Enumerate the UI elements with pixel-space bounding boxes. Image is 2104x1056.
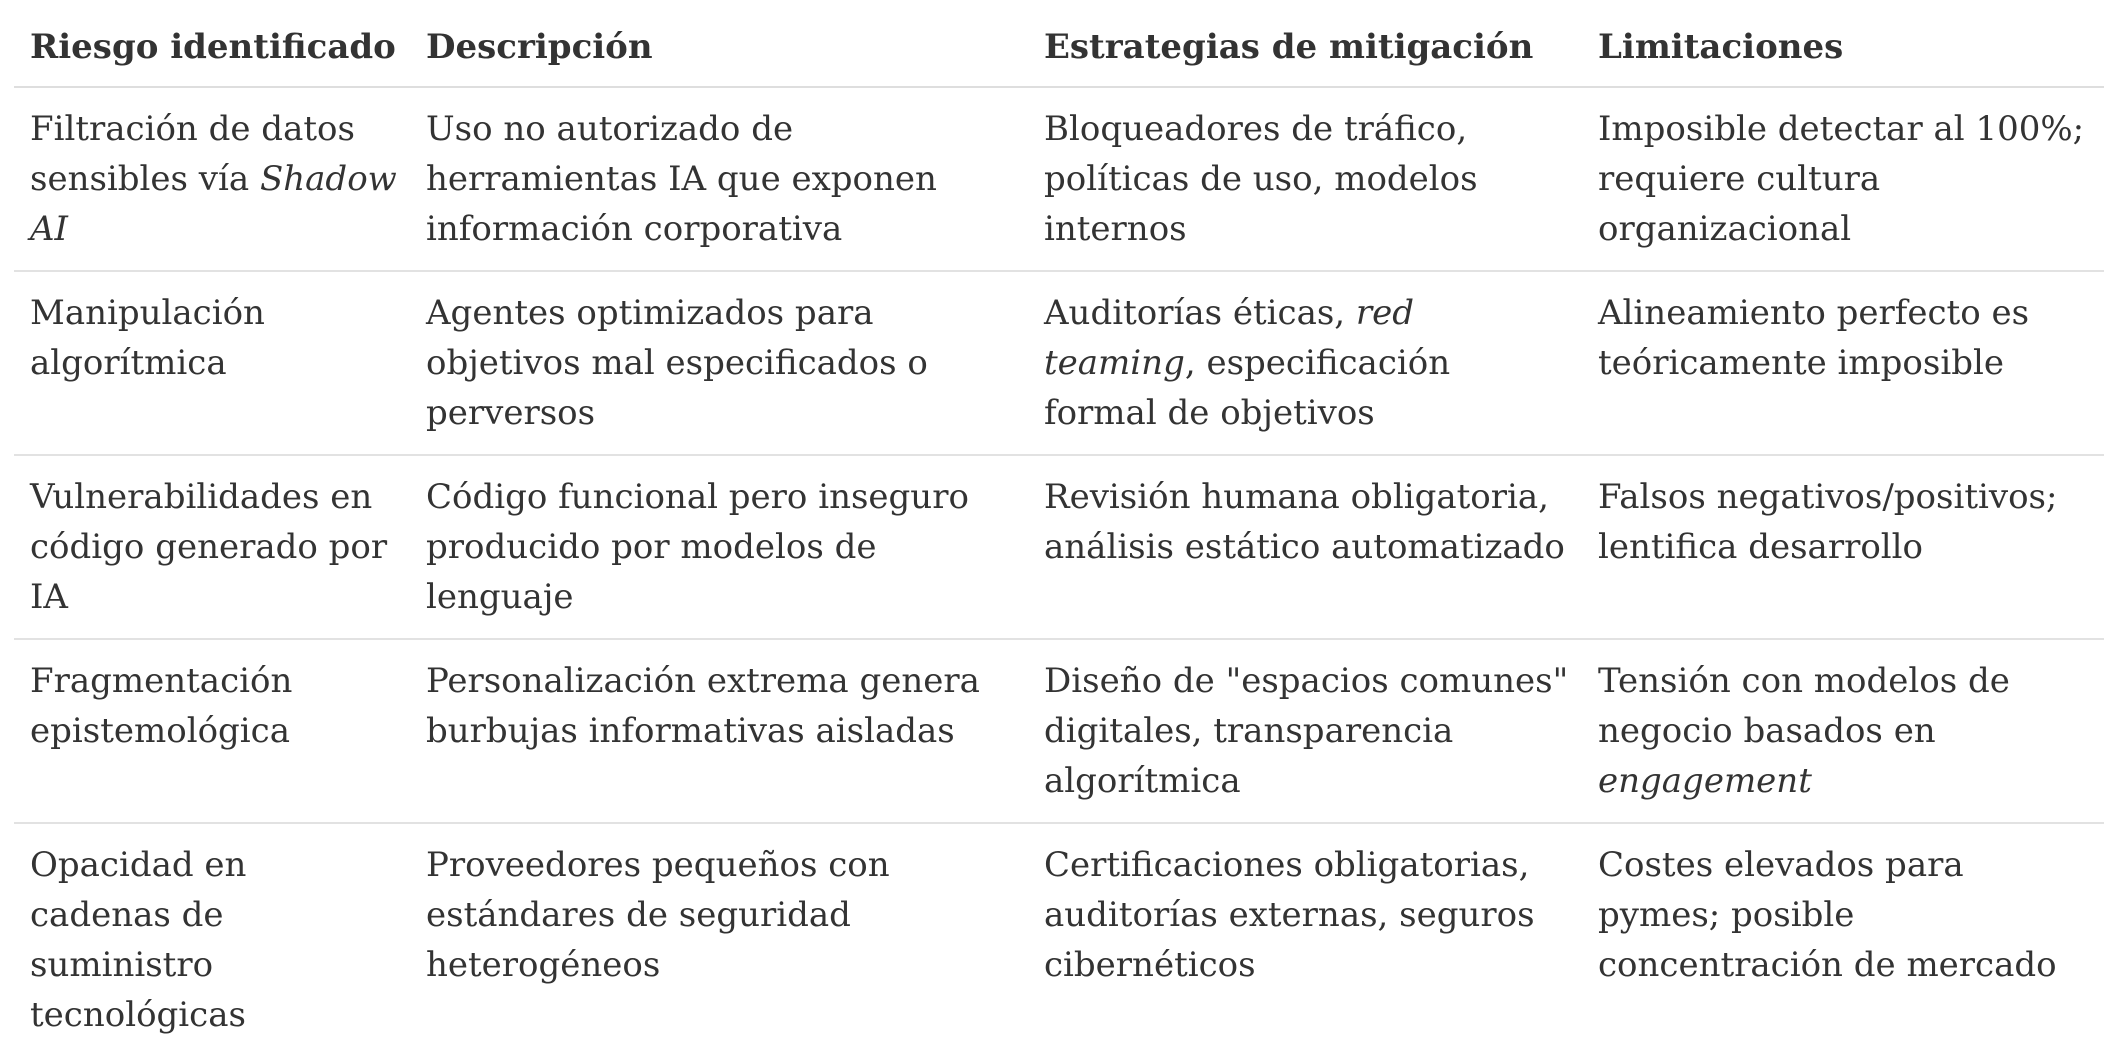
cell-limitations-emphasis: engagement <box>1598 761 1812 801</box>
cell-limitations: Costes elevados para pymes; posible concentración de mercado <box>1598 845 2057 985</box>
cell-risk: Vulnerabilidades en código generado por IA <box>14 455 410 639</box>
cell-limitations: Alineamiento perfecto es teóricamente imposible <box>1582 271 2104 455</box>
cell-limitations: Imposible detectar al 100%; requiere cultura organizacional <box>1582 87 2104 271</box>
cell-description: Agentes optimizados para objetivos mal especificados o perversos <box>410 271 1028 455</box>
cell-description: Uso no autorizado de herramientas IA que exponen información corporativa <box>410 87 1028 271</box>
risk-table <box>14 18 2104 1056</box>
cell-mitigation-text-end: , especificación formal de objetivos <box>1044 343 1451 433</box>
cell-description: Código funcional pero inseguro producido por modelos de lenguaje <box>410 455 1028 639</box>
cell-mitigation: Certificaciones obligatorias, auditorías externas, seguros cibernéticos <box>1044 845 1535 985</box>
document-body <box>14 18 2104 1056</box>
cell-limitations: Falsos negativos/positivos; lentifica desarrollo <box>1582 455 2104 639</box>
cell-limitations <box>1582 639 2104 823</box>
cell-risk: Manipulación algorítmica <box>14 271 410 455</box>
header-risk: Riesgo identificado <box>14 18 410 87</box>
table-row <box>14 823 2104 1056</box>
cell-risk <box>14 87 410 271</box>
cell-risk: Fragmentación epistemológica <box>14 639 410 823</box>
cell-description: Proveedores pequeños con estándares de seguridad heterogéneos <box>426 845 890 985</box>
table-body <box>14 87 2104 1056</box>
table-row <box>14 639 2104 823</box>
cell-risk-text: Filtración de datos sensibles vía <box>30 109 355 199</box>
cell-mitigation: Revisión humana obligatoria, análisis estático automatizado <box>1028 455 1582 639</box>
cell-mitigation: Bloqueadores de tráfico, políticas de uso, modelos internos <box>1028 87 1582 271</box>
table-row <box>14 271 2104 455</box>
header-row <box>14 18 2104 87</box>
table-row <box>14 455 2104 639</box>
cell-mitigation: Diseño de "espacios comunes" digitales, transparencia algorítmica <box>1028 639 1582 823</box>
table-header <box>14 18 2104 87</box>
cell-mitigation-text: Auditorías éticas, <box>1044 293 1356 333</box>
header-limitations: Limitaciones <box>1582 18 2104 87</box>
cell-limitations-text: Tensión con modelos de negocio basados en <box>1598 661 2010 751</box>
table-row <box>14 87 2104 271</box>
header-mitigation: Estrategias de mitigación <box>1028 18 1582 87</box>
cell-mitigation <box>1028 271 1582 455</box>
cell-risk-emphasis: Shadow AI <box>30 159 397 249</box>
cell-description: Personalización extrema genera burbujas informativas aisladas <box>410 639 1028 823</box>
cell-mitigation-emphasis: red teaming <box>1044 293 1415 383</box>
cell-risk: Opacidad en cadenas de suministro tecnológicas <box>30 845 247 1035</box>
header-description: Descripción <box>410 18 1028 87</box>
